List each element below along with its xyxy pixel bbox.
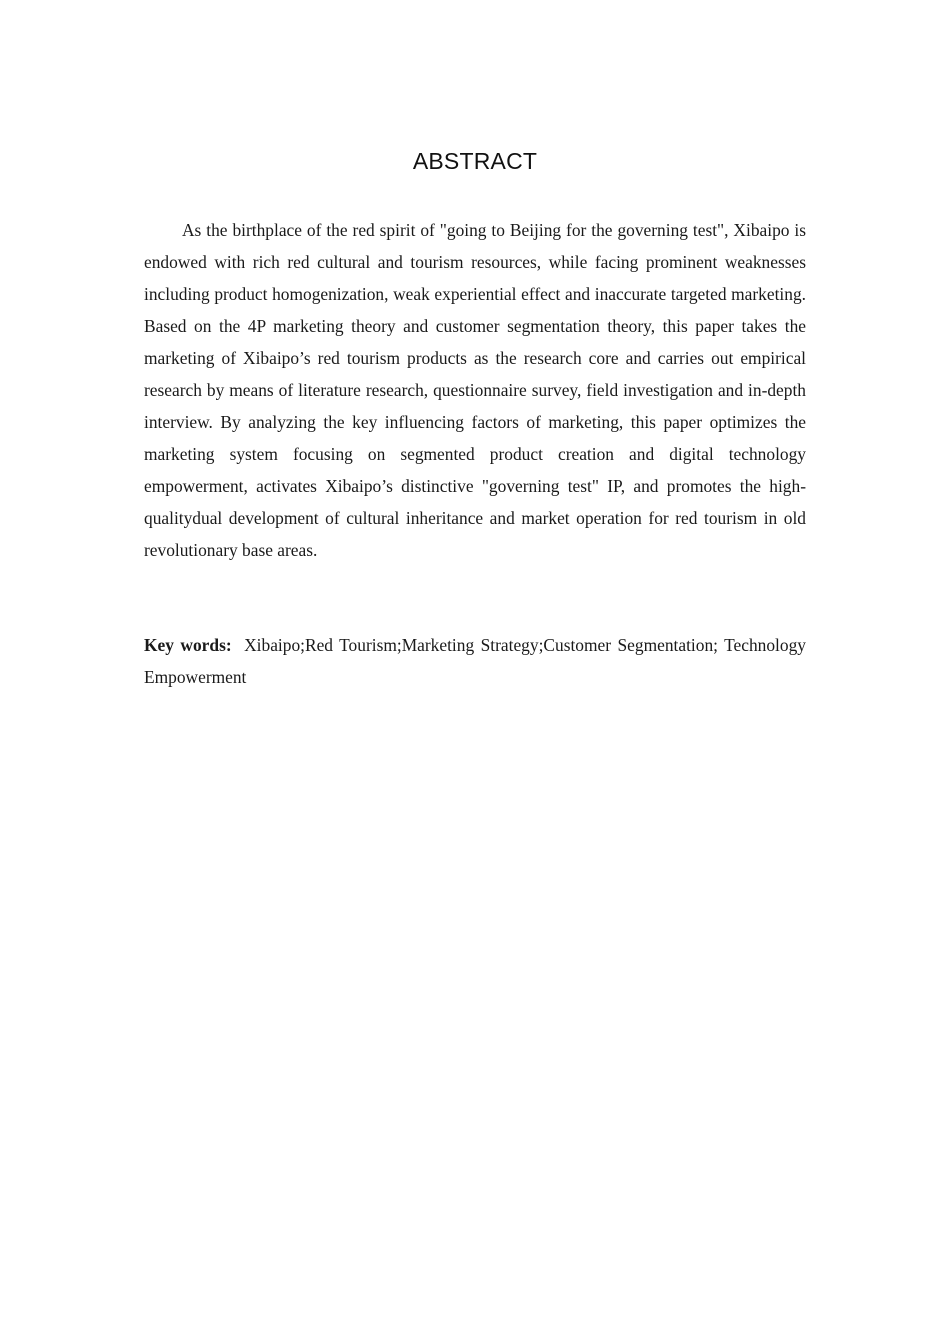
keywords-line [144,629,806,693]
keywords-list: Xibaipo;Red Tourism;Marketing Strategy;Customer Segmentation; Technology Empowerment [144,635,806,687]
keywords-label: Key words: [144,635,232,655]
page-title: ABSTRACT [412,148,538,174]
abstract-paragraph: As the birthplace of the red spirit of "going to Beijing for the governing test", Xibaipo is endowed with rich red cultural and tourism resources, while facing prominent weaknesses including product homogenization, weak experiential effect and inaccurate targeted marketing. Based on the 4P marketing theory and customer segmentation theory, this paper takes the marketing of Xibaipo’s red tourism products as the research core and carries out empirical research by means of literature research, questionnaire survey, field investigation and in-depth interview. By analyzing the key influencing factors of marketing, this paper optimizes the marketing system focusing on segmented product creation and digital technology empowerment, activates Xibaipo’s distinctive "governing test" IP, and promotes the high-qualitydual development of cultural inheritance and market operation for red tourism in old revolutionary base areas. [144,220,806,560]
